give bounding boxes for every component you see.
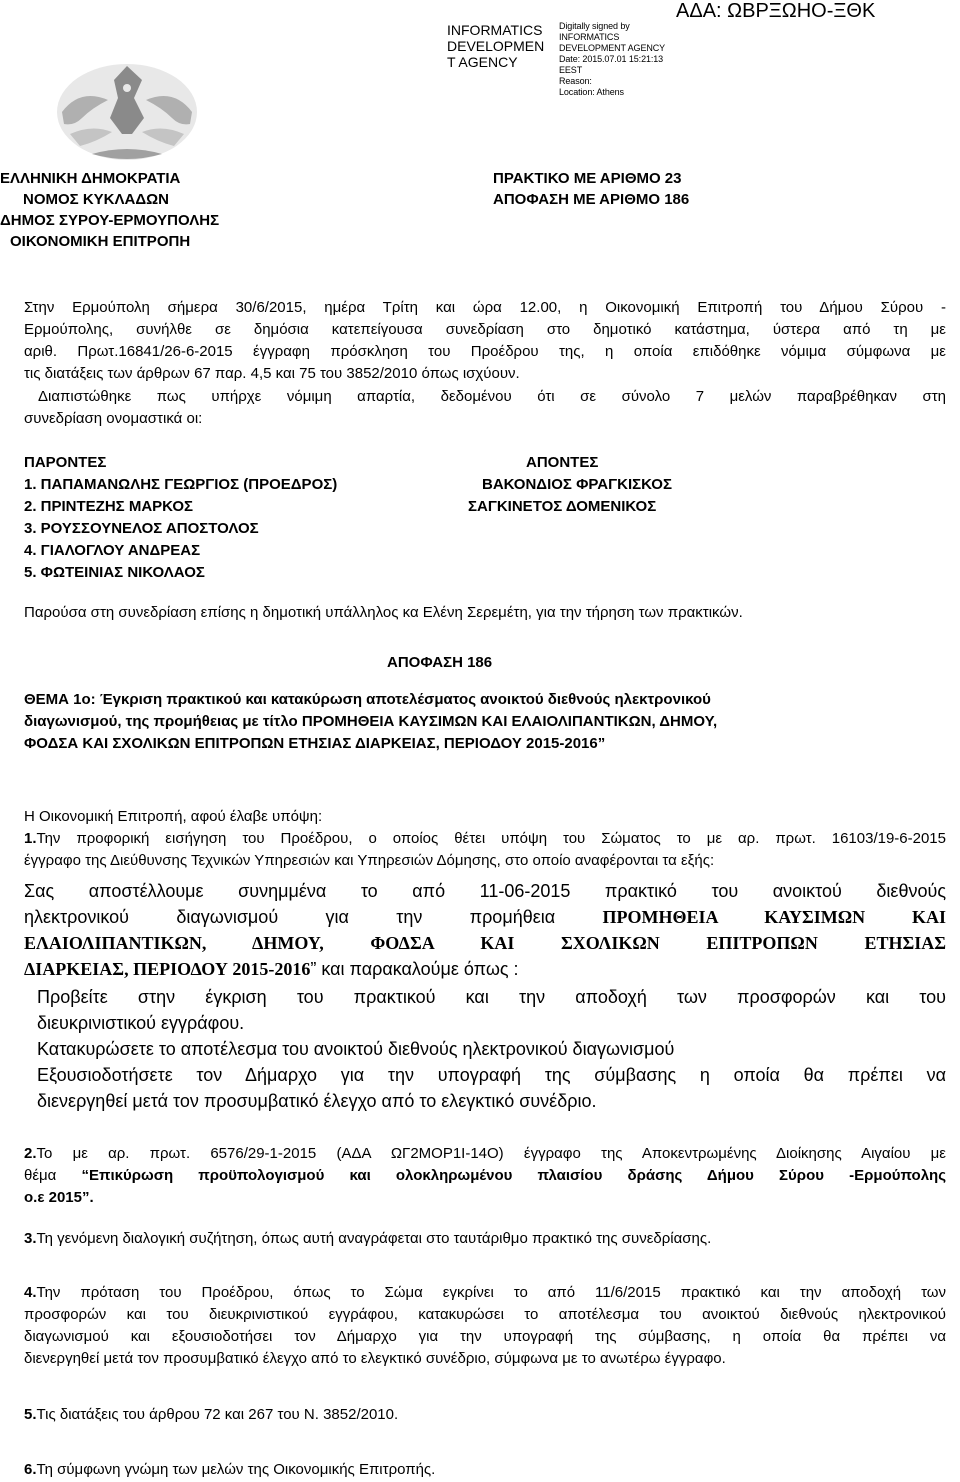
signature-org-line: INFORMATICS [447, 22, 543, 38]
item-number: 6. [24, 1461, 37, 1478]
quote-line: Σας αποστέλλουμε συνημμένα το από 11-06-2015 πρακτικό του ανοικτού διεθνούς [24, 881, 946, 901]
present-member: 5. ΦΩΤΕΙΝΙΑΣ ΝΙΚΟΛΑΟΣ [24, 564, 205, 581]
header-prefecture: ΝΟΜΟΣ ΚΥΚΛΑΔΩΝ [23, 191, 169, 208]
header-right [493, 168, 689, 210]
item-text: Το με αρ. πρωτ. 6576/29-1-2015 (ΑΔΑ ΩΓ2ΜΟΡ1Ι-14Ο) έγγραφο της Αποκεντρωμένης Διοίκησης Αιγαίου με [36, 1145, 946, 1162]
absent-member: ΣΑΓΚΙΝΕΤΟΣ ΔΟΜΕΝΙΚΟΣ [468, 498, 657, 515]
signature-detail-line: Digitally signed by [559, 21, 630, 31]
request-line: Προβείτε στην έγκριση του πρακτικού και την αποδοχή των προσφορών και του [37, 987, 946, 1007]
subject-line: διαγωνισμού, της προμήθειας με τίτλο ΠΡΟΜΗΘΕΙΑ ΚΑΥΣΙΜΩΝ ΚΑΙ ΕΛΑΙΟΛΙΠΑΝΤΙΚΩΝ, ΔΗΜΟΥ, [24, 713, 718, 730]
item-text: Την προφορική εισήγηση του Προέδρου, ο οποίος θέτει υπόψη του Σώματος το με αρ. πρωτ. 16103/19-6-2015 [36, 830, 946, 847]
signature-details [559, 21, 665, 98]
item-text: έγγραφο της Διεύθυνσης Τεχνικών Υπηρεσιών και Υπηρεσιών Δόμησης, στο οποίο αναφέρονται τα εξής: [24, 852, 715, 869]
item-bold-text: “Επικύρωση προϋπολογισμού και ολοκληρωμένου πλαισίου δράσης Δήμου Σύρου -Ερμούπολης [81, 1167, 946, 1184]
emblem-icon [52, 60, 202, 170]
signature-org-line: DEVELOPMEN [447, 38, 545, 54]
intro-line: Ερμούπολης, συνήλθε σε δημόσια κατεπείγουσα συνεδρίαση στο δημοτικό κατάστημα, ύστερα από τη με [24, 321, 946, 338]
header-country: ΕΛΛΗΝΙΚΗ ΔΗΜΟΚΡΑΤΙΑ [0, 170, 181, 187]
quoted-request [24, 878, 946, 982]
item-number: 4. [24, 1284, 37, 1301]
signature-detail-line: EEST [559, 65, 583, 75]
decision-number: ΑΠΟΦΑΣΗ ΜΕ ΑΡΙΘΜΟ 186 [493, 191, 690, 208]
item-number: 2. [24, 1145, 37, 1162]
signature-detail-line: Location: Athens [559, 87, 624, 97]
item-text: Την πρόταση του Προέδρου, όπως το Σώμα εγκρίνει το από 11/6/2015 πρακτικό και την αποδοχή των [36, 1284, 946, 1301]
quorum-line: συνεδρίαση ονομαστικά οι: [24, 410, 203, 427]
item-5 [24, 1404, 398, 1426]
absent-member: ΒΑΚΟΝΔΙΟΣ ΦΡΑΓΚΙΣΚΟΣ [482, 476, 672, 493]
item-text: θέμα [24, 1167, 82, 1184]
present-member: 3. ΡΟΥΣΣΟΥΝΕΛΟΣ ΑΠΟΣΤΟΛΟΣ [24, 520, 259, 537]
present-member: 2. ΠΡΙΝΤΕΖΗΣ ΜΑΡΚΟΣ [24, 498, 193, 515]
request-line: διενεργηθεί μετά τον προσυμβατικό έλεγχο από το ελεγκτικό συνέδριο. [37, 1091, 597, 1111]
item-number: 3. [24, 1230, 37, 1247]
item-text: προσφορών και του διευκρινιστικού εγγράφου, κατακυρώσει το αποτέλεσμα του ανοικτού διεθνούς ηλεκτρονικού [24, 1306, 946, 1323]
present-heading: ΠΑΡΟΝΤΕΣ [24, 454, 107, 471]
decision-title: ΑΠΟΦΑΣΗ 186 [387, 654, 493, 671]
quote-title: ΠΡΟΜΗΘΕΙΑ ΚΑΥΣΙΜΩΝ ΚΑΙ [602, 907, 946, 927]
signature-detail-line: Date: 2015.07.01 15:21:13 [559, 54, 664, 64]
request-line: Εξουσιοδοτήσετε τον Δήμαρχο για την υπογραφή της σύμβασης η οποία θα πρέπει να [37, 1065, 946, 1085]
committee-line: Η Οικονομική Επιτροπή, αφού έλαβε υπόψη: [24, 808, 323, 825]
item-3 [24, 1228, 711, 1250]
quote-title: ΕΛΑΙΟΛΙΠΑΝΤΙΚΩΝ, ΔΗΜΟΥ, ΦΟΔΣΑ ΚΑΙ ΣΧΟΛΙΚΩΝ ΕΠΙΤΡΟΠΩΝ ΕΤΗΣΙΑΣ [24, 933, 946, 953]
quote-requests [37, 984, 946, 1114]
quote-line: ηλεκτρονικού διαγωνισμού για την προμήθεια [24, 907, 603, 927]
intro-paragraph [24, 297, 946, 385]
intro-line: τις διατάξεις των άρθρων 67 παρ. 4,5 και 75 του 3852/2010 όπως ισχύουν. [24, 365, 520, 382]
also-present: Παρούσα στη συνεδρίαση επίσης η δημοτική υπάλληλος κα Ελένη Σερεμέτη, για την τήρηση των πρακτικών. [24, 604, 743, 621]
signature-detail-line: INFORMATICS [559, 32, 620, 42]
item-text: Τη γενόμενη διαλογική συζήτηση, όπως αυτή αναγράφεται στο ταυτάριθμο πρακτικό της συνεδρίασης. [36, 1230, 712, 1247]
ada-code: ΑΔΑ: ΩΒΡΞΩΗΟ-ΞΘΚ [676, 0, 876, 22]
item-text: διαγωνισμού και εξουσιοδοτήσει τον Δήμαρχο για την υπογραφή της σύμβασης, η οποία θα πρέπει να [24, 1328, 946, 1345]
signature-org [447, 22, 544, 70]
signature-detail-line: Reason: [559, 76, 592, 86]
item-text: Τη σύμφωνη γνώμη των μελών της Οικονομικής Επιτροπής. [36, 1461, 436, 1478]
header-left [0, 168, 300, 252]
intro-line: αριθ. Πρωτ.16841/26-6-2015 έγγραφη πρόσκληση του Προέδρου της, η οποία επιδόθηκε νόμιμα σύμφωνα με [24, 343, 946, 360]
header-municipality: ΔΗΜΟΣ ΣΥΡΟΥ-ΕΡΜΟΥΠΟΛΗΣ [0, 212, 220, 229]
header-committee: ΟΙΚΟΝΟΜΙΚΗ ΕΠΙΤΡΟΠΗ [10, 233, 191, 250]
quorum-paragraph [24, 386, 946, 430]
item-text: Τις διατάξεις του άρθρου 72 και 267 του Ν. 3852/2010. [36, 1406, 399, 1423]
item-4 [24, 1282, 946, 1370]
item-number: 5. [24, 1406, 37, 1423]
signature-detail-line: DEVELOPMENT AGENCY [559, 43, 666, 53]
minutes-number: ΠΡΑΚΤΙΚΟ ΜΕ ΑΡΙΘΜΟ 23 [493, 170, 682, 187]
request-line: διευκρινιστικού εγγράφου. [37, 1013, 245, 1033]
present-member: 4. ΓΙΑΛΟΓΛΟΥ ΑΝΔΡΕΑΣ [24, 542, 201, 559]
present-member: 1. ΠΑΠΑΜΑΝΩΛΗΣ ΓΕΩΡΓΙΟΣ (ΠΡΟΕΔΡΟΣ) [24, 476, 338, 493]
absent-list [468, 452, 672, 518]
request-line: Κατακυρώσετε το αποτέλεσμα του ανοικτού διεθνούς ηλεκτρονικού διαγωνισμού [37, 1039, 675, 1059]
present-list [24, 452, 337, 584]
subject-line: ΦΟΔΣΑ ΚΑΙ ΣΧΟΛΙΚΩΝ ΕΠΙΤΡΟΠΩΝ ΕΤΗΣΙΑΣ ΔΙΑΡΚΕΙΑΣ, ΠΕΡΙΟΔΟΥ 2015-2016” [24, 735, 606, 752]
item-number: 1. [24, 830, 37, 847]
subject [24, 689, 946, 755]
item-2 [24, 1143, 946, 1209]
subject-line: ΘΕΜΑ 1ο: Έγκριση πρακτικού και κατακύρωση αποτελέσματος ανοικτού διεθνούς ηλεκτρονικού [24, 691, 711, 708]
absent-heading: ΑΠΟΝΤΕΣ [526, 454, 599, 471]
item-text: διενεργηθεί μετά τον προσυμβατικό έλεγχο από το ελεγκτικό συνέδριο, σύμφωνα με το ανωτέρω έγγραφο. [24, 1350, 726, 1367]
quorum-line: Διαπιστώθηκε πως υπήρχε νόμιμη απαρτία, δεδομένου ότι σε σύνολο 7 μελών παραβρέθηκαν στη [38, 388, 946, 405]
signature-org-line: T AGENCY [447, 54, 518, 70]
intro-line: Στην Ερμούπολη σήμερα 30/6/2015, ημέρα Τρίτη και ώρα 12.00, η Οικονομική Επιτροπή του Δήμου Σύρου - [24, 299, 946, 316]
quote-line: ” και παρακαλούμε όπως : [310, 959, 519, 979]
item-6 [24, 1459, 435, 1481]
quote-title: ΔΙΑΡΚΕΙΑΣ, ΠΕΡΙΟΔΟΥ 2015-2016 [24, 959, 311, 979]
item-bold-text: ο.ε 2015”. [24, 1189, 94, 1206]
item-1 [24, 828, 946, 872]
